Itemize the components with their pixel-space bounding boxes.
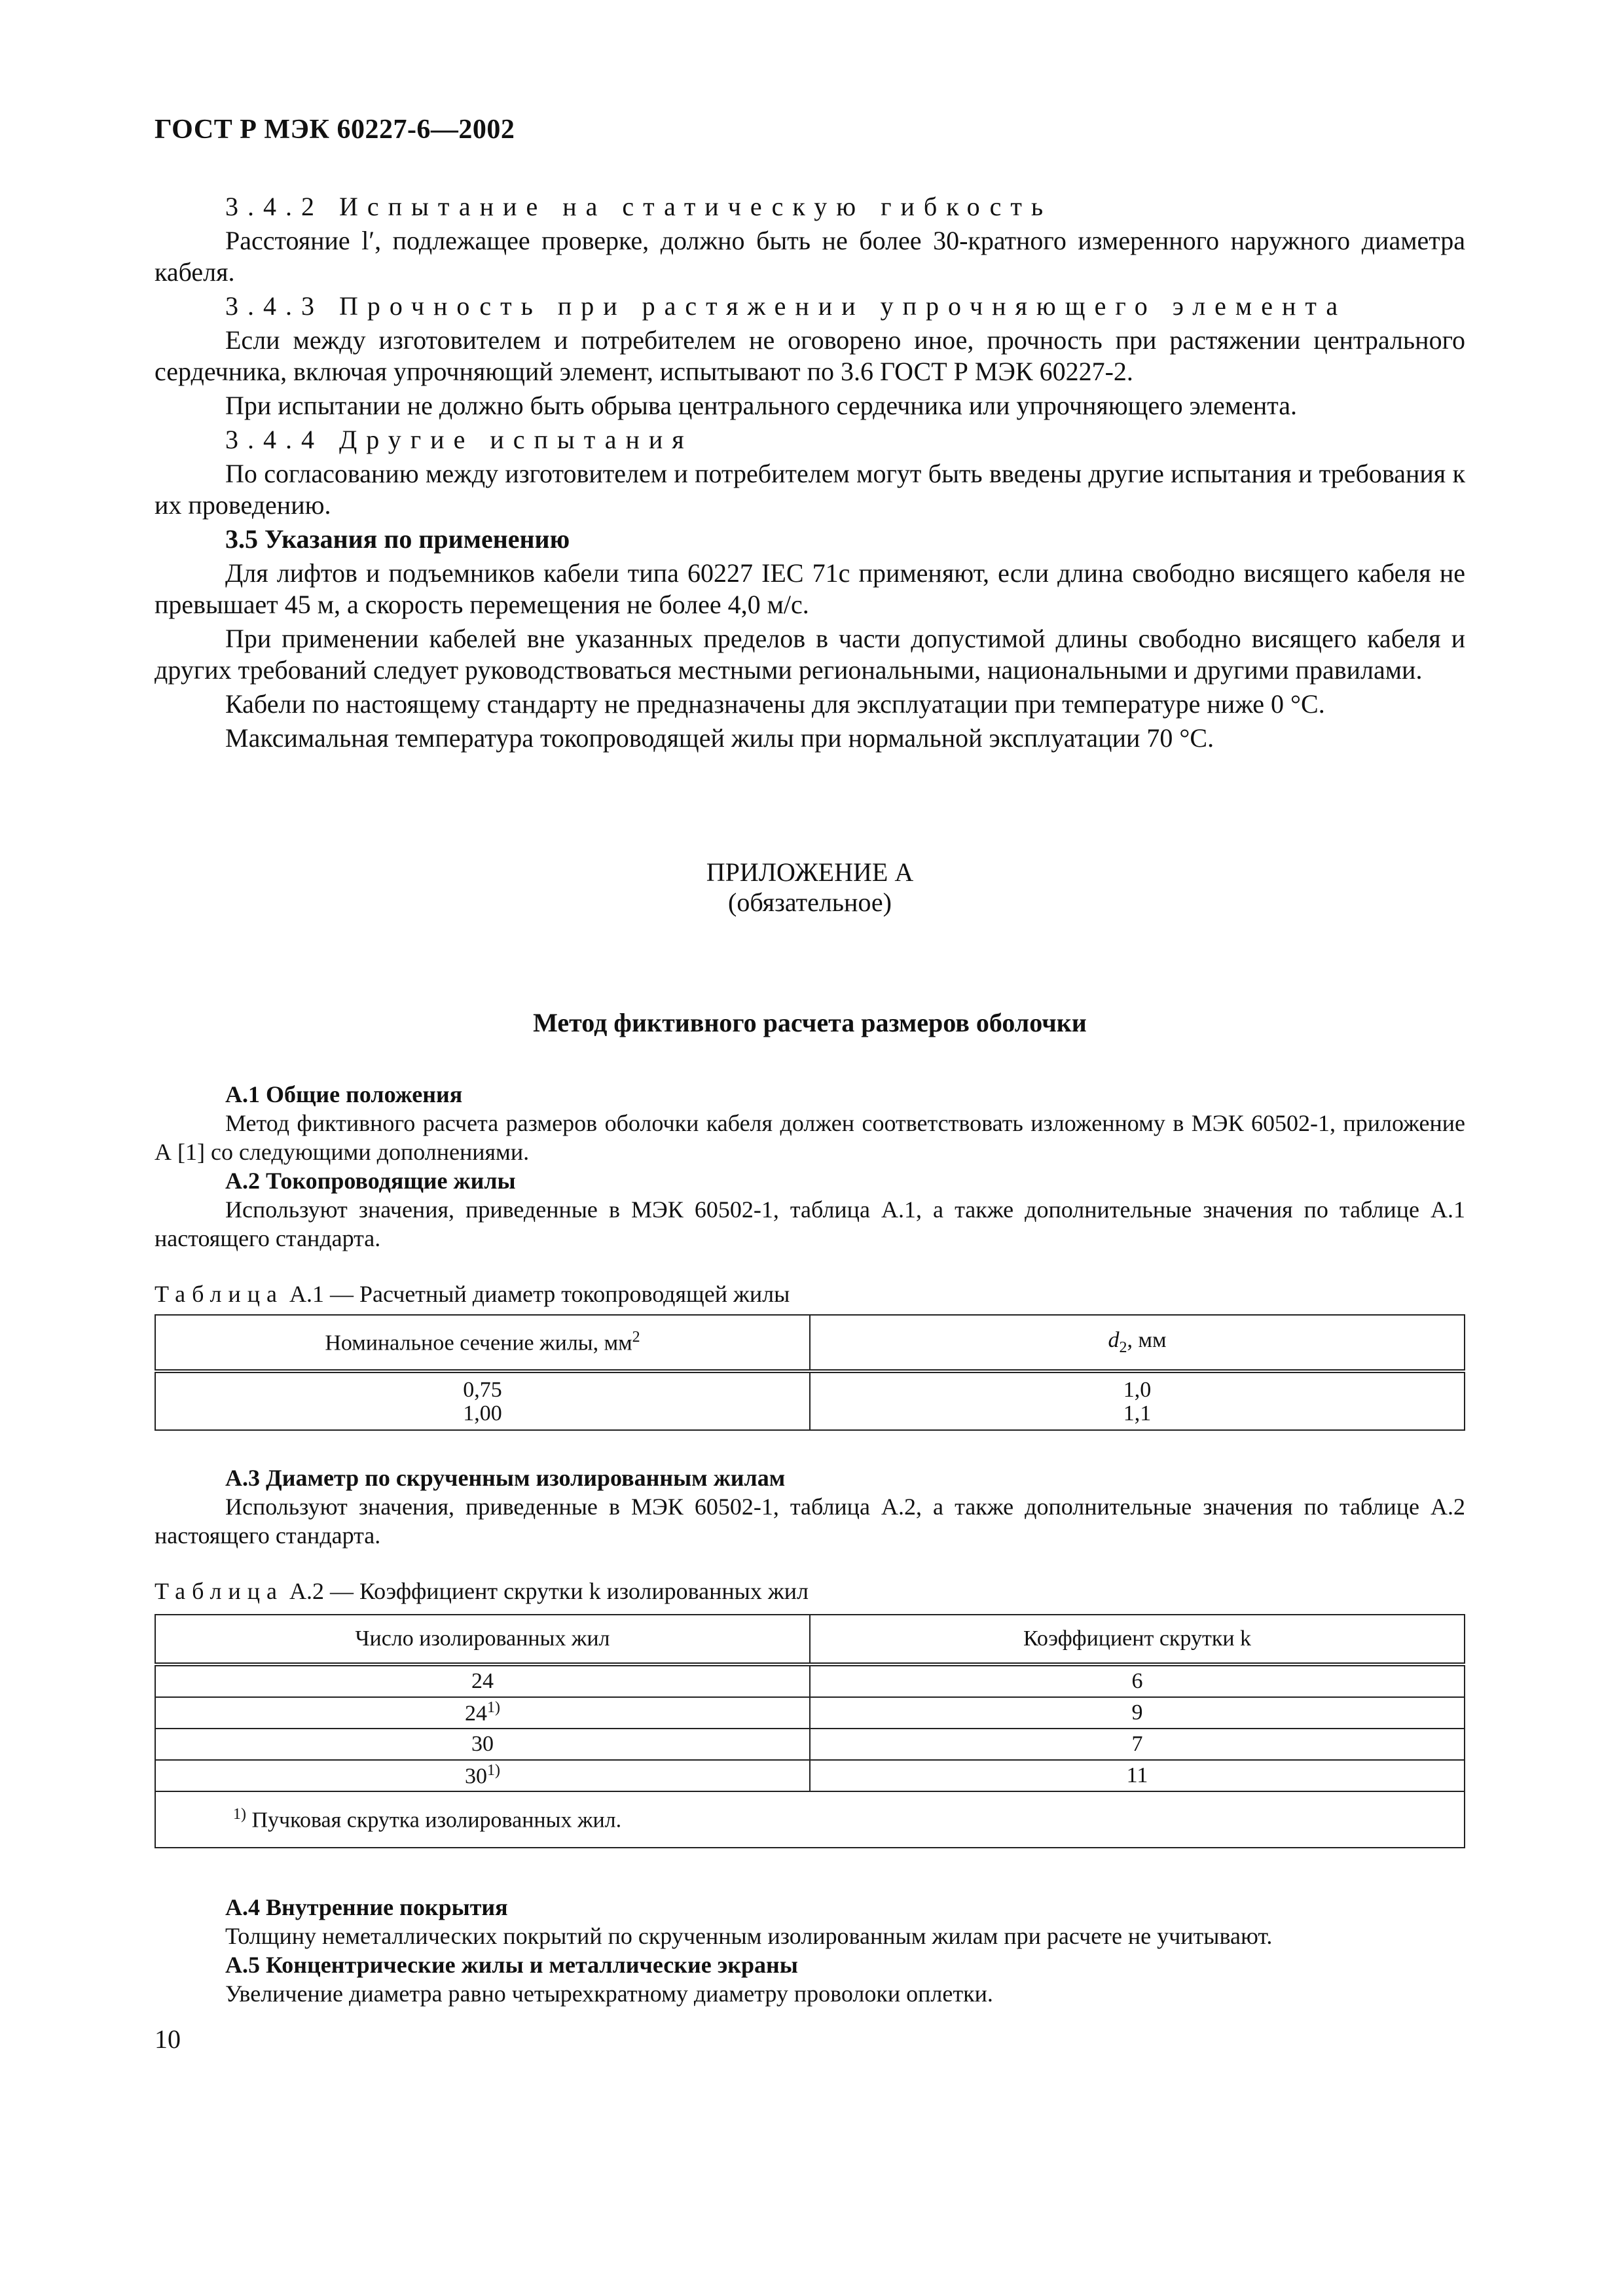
method-title: Метод фиктивного расчета размеров оболочки	[533, 1008, 1087, 1037]
table-a2-cell-k: 9	[810, 1697, 1465, 1729]
section-a2-text: Используют значения, приведенные в МЭК 60502-1, таблица А.1, а также дополнительные значения по таблице А.1 настоящего стандарта.	[155, 1196, 1465, 1251]
page-number: 10	[155, 2024, 181, 2054]
section-3-4-2-title: 3.4.2 Испытание на статическую гибкость	[225, 192, 1053, 221]
table-row	[155, 1664, 1465, 1697]
table-a2-cell-k: 11	[810, 1760, 1465, 1791]
table-a2-cell-k: 7	[810, 1729, 1465, 1760]
section-a5-title: А.5 Концентрические жилы и металлические экраны	[225, 1952, 798, 1978]
section-a1-title: А.1 Общие положения	[225, 1081, 463, 1107]
section-a3-title: А.3 Диаметр по скрученным изолированным жилам	[225, 1465, 786, 1491]
table-a1-cell-sections: 0,75 1,00	[155, 1371, 810, 1430]
section-a1-text: Метод фиктивного расчета размеров оболочки кабеля должен соответствовать изложенному в МЭК 60502-1, приложение А [1] со следующими дополнениями.	[155, 1110, 1465, 1165]
section-3-4-4-text: По согласованию между изготовителем и потребителем могут быть введены другие испытания и требования к их проведению.	[155, 459, 1465, 520]
appendix-heading	[155, 857, 1465, 918]
table-a2-caption-text: А.2 — Коэффициент скрутки k изолированных жил	[283, 1578, 809, 1604]
main-text	[155, 191, 1465, 757]
section-3-5-text-4: Максимальная температура токопроводящей жилы при нормальной эксплуатации 70 °С.	[225, 723, 1214, 753]
section-3-4-3-text-1: Если между изготовителем и потребителем не оговорено иное, прочность при растяжении центрального сердечника, включая упрочняющий элемент, испытывают по 3.6 ГОСТ Р МЭК 60227-2.	[155, 325, 1465, 386]
section-a2-title: А.2 Токопроводящие жилы	[225, 1168, 516, 1194]
table-a2-cell-count: 24	[155, 1664, 810, 1697]
section-3-5-text-2: При применении кабелей вне указанных пределов в части допустимой длины свободно висящего кабеля и других требований следует руководствоваться местными региональными, национальными и другими правилами.	[155, 624, 1465, 685]
table-a2-cell-count: 24$^{1)}$	[155, 1697, 810, 1729]
section-3-4-3-text-2: При испытании не должно быть обрыва центрального сердечника или упрочняющего элемента.	[225, 391, 1297, 420]
table-a1-header-row	[155, 1315, 1465, 1371]
table-a2-note-row	[155, 1791, 1465, 1848]
table-a1-caption-text: А.1 — Расчетный диаметр токопроводящей жилы	[283, 1281, 790, 1307]
page-header: ГОСТ Р МЭК 60227-6—2002	[155, 115, 515, 145]
table-a2-header-cell-2: Коэффициент скрутки k	[810, 1615, 1465, 1664]
appendix-subtitle: (обязательное)	[728, 888, 892, 917]
section-3-4-4-title: 3.4.4 Другие испытания	[225, 425, 693, 454]
table-a2-caption-lead: Таблица	[155, 1578, 283, 1604]
appendix-title: ПРИЛОЖЕНИЕ А	[706, 857, 914, 887]
section-3-5-text-1: Для лифтов и подъемников кабели типа 60227 IEC 71c применяют, если длина свободно висящего кабеля не превышает 45 м, а скорость перемещения не более 4,0 м/с.	[155, 558, 1465, 619]
section-a4	[155, 1893, 1465, 2008]
section-a5-text: Увеличение диаметра равно четырехкратному диаметру проволоки оплетки.	[225, 1981, 993, 2007]
section-3-5-title: 3.5 Указания по применению	[225, 524, 570, 554]
table-a2-body	[155, 1664, 1465, 1791]
section-3-5-text-3: Кабели по настоящему стандарту не предназначены для эксплуатации при температуре ниже 0 °С.	[225, 689, 1325, 719]
table-row	[155, 1729, 1465, 1760]
table-a2-cell-count: 30$^{1)}$	[155, 1760, 810, 1791]
section-a3	[155, 1463, 1465, 1550]
section-a4-title: А.4 Внутренние покрытия	[225, 1894, 508, 1920]
table-row	[155, 1760, 1465, 1791]
table-a1	[155, 1314, 1465, 1431]
table-a2	[155, 1614, 1465, 1848]
table-a1-cell-diameters: 1,0 1,1	[810, 1371, 1465, 1430]
table-a1-header-cell-2: $d_2$, мм	[810, 1315, 1465, 1371]
table-a1-caption-lead: Таблица	[155, 1281, 283, 1307]
table-row	[155, 1371, 1465, 1430]
table-a2-caption	[155, 1577, 809, 1605]
table-a2-cell-k: 6	[810, 1664, 1465, 1697]
section-a3-text: Используют значения, приведенные в МЭК 60502-1, таблица А.2, а также дополнительные значения по таблице А.2 настоящего стандарта.	[155, 1494, 1465, 1549]
table-a2-header-row	[155, 1615, 1465, 1664]
table-a1-header-cell-1: Номинальное сечение жилы, $мм^2$	[155, 1315, 810, 1371]
table-a1-caption	[155, 1280, 790, 1308]
table-a2-note: $^{1)}$ Пучковая скрутка изолированных жил.	[155, 1791, 1465, 1848]
section-3-4-2-text: Расстояние l′, подлежащее проверке, должно быть не более 30-кратного измеренного наружного диаметра кабеля.	[155, 226, 1465, 287]
section-3-4-3-title: 3.4.3 Прочность при растяжении упрочняющего элемента	[225, 291, 1347, 321]
section-a4-text: Толщину неметаллических покрытий по скрученным изолированным жилам при расчете не учитывают.	[225, 1923, 1273, 1949]
section-a1	[155, 1080, 1465, 1253]
table-a2-header-cell-1: Число изолированных жил	[155, 1615, 810, 1664]
table-a2-cell-count: 30	[155, 1729, 810, 1760]
table-row	[155, 1697, 1465, 1729]
